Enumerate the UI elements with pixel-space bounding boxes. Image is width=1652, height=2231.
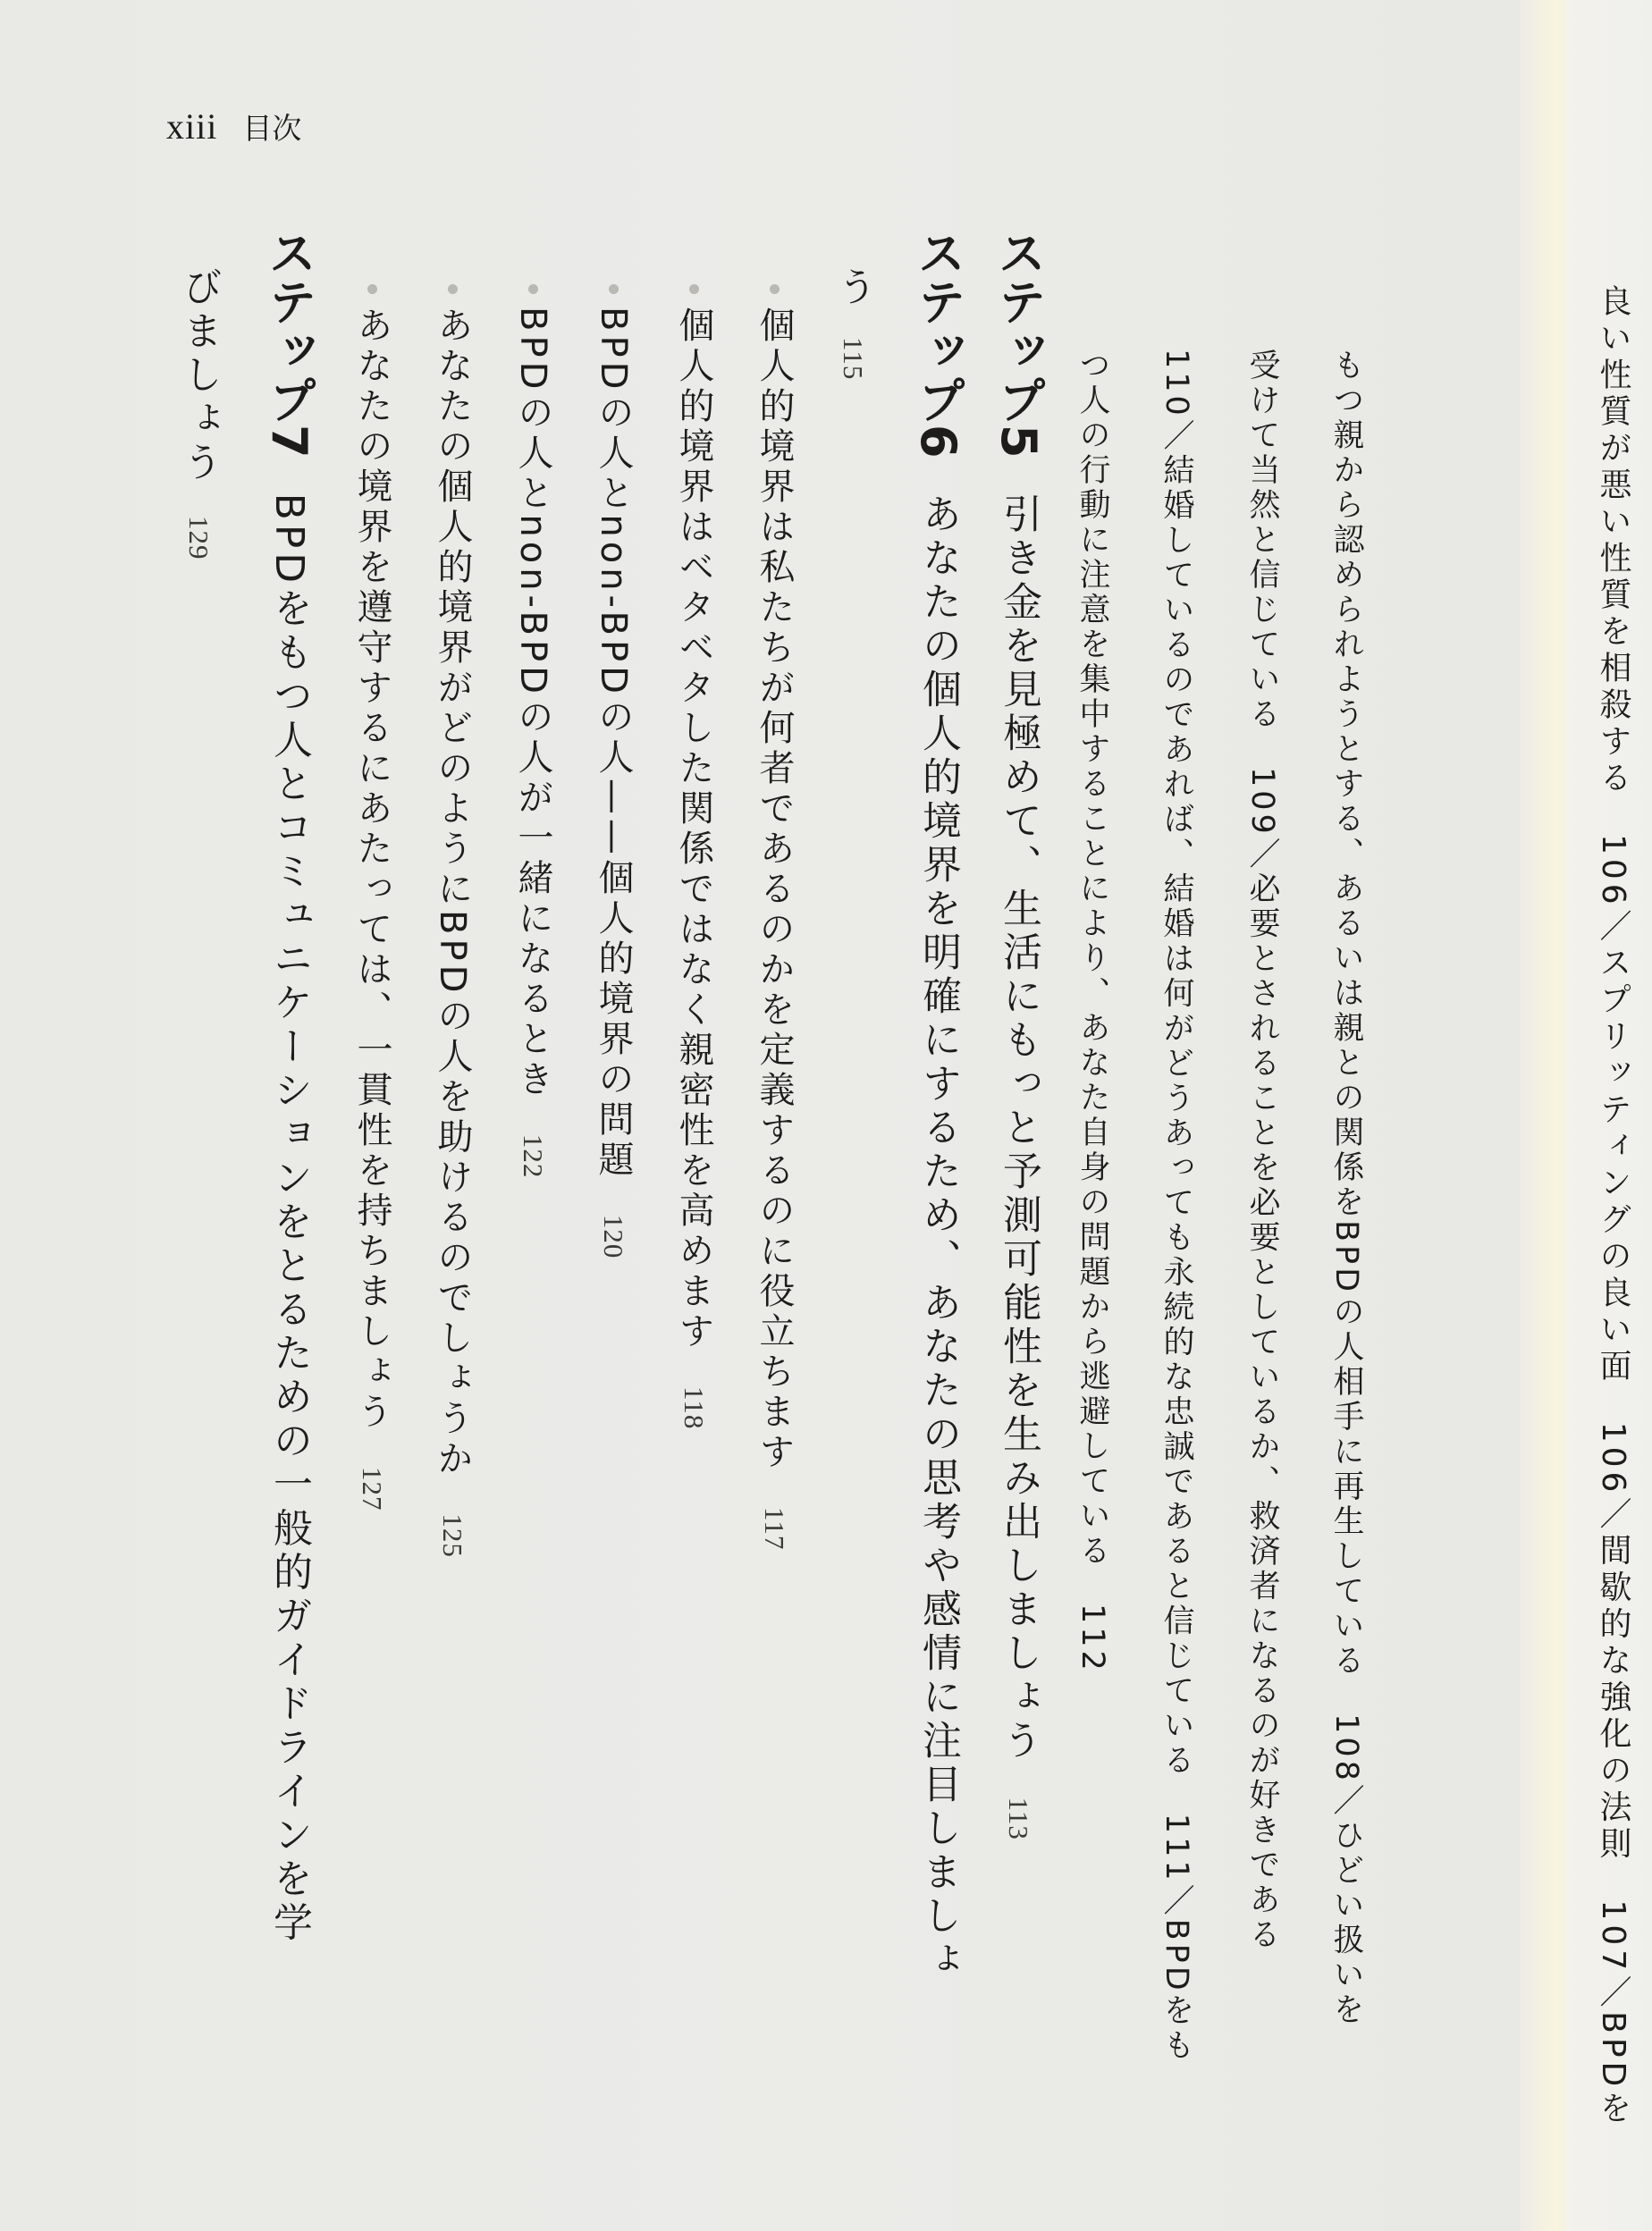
toc-entry-step7[interactable] [261,228,317,1946]
running-title: 目次 [242,111,302,146]
toc-bullet-5[interactable]: あなたの個人的境界がどのようにBPDの人を助けるのでしょうか125 [434,284,470,1558]
toc-bullet-4[interactable]: BPDの人とnon-BPDの人が一緒になるとき122 [515,284,551,1178]
bullet-dot [448,284,458,294]
toc-entry-step6-cont [830,266,876,381]
step5-label: ステップ5 [990,228,1047,459]
step5-page: 113 [1003,1797,1034,1840]
step6-title: あなたの個人的境界を明確にするため、あなたの思考や感情に注目しましょ [915,493,961,1983]
right-page-line: 良い性質が悪い性質を相殺する 106／スプリッティングの良い面 106／間歇的な強化の法則 107／BPDを [1595,284,1631,2128]
book-gutter [1520,0,1572,2231]
toc-entry-step6[interactable] [910,228,966,1983]
step7-label: ステップ7 [261,228,317,459]
bullet-dot [770,284,780,294]
step6-label: ステップ6 [910,228,966,459]
toc-line-4: つ人の行動に注意を集中することにより、あなた自身の問題から逃避している 112 [1075,349,1110,1674]
bullet-dot [528,284,538,294]
bullet-dot [609,284,619,294]
step5-title: 引き金を見極めて、生活にもっと予測可能性を生み出しましょう [996,493,1041,1764]
step6-title-cont: う [830,266,876,310]
step7-title-cont: びましょう [176,266,222,485]
step6-page: 115 [838,337,869,381]
toc-entry-step7-cont [176,266,222,560]
folio: xiii [166,106,218,147]
toc-line-3: 110／結婚しているのであれば、結婚は何がどうあっても永続的な忠誠であると信じている 111／BPDをも [1159,349,1194,2064]
step7-title: BPDをもつ人とコミュニケーションをとるための一般的ガイドラインを学 [266,493,312,1946]
bullet-dot [689,284,699,294]
toc-bullet-6[interactable]: あなたの境界を遵守するにあたっては、一貫性を持ちましょう127 [354,284,390,1511]
step7-page: 129 [183,516,215,560]
toc-bullet-3[interactable]: BPDの人とnon-BPDの人——個人的境界の問題120 [595,284,631,1259]
toc-line-2: 受けて当然と信じている 109／必要とされることを必要としているか、救済者になるのが好きである [1244,349,1280,1953]
toc-bullet-2[interactable]: 個人的境界はベタベタした関係ではなく親密性を高めます118 [676,284,712,1429]
page-header [166,105,301,147]
toc-line-1: もつ親から認められようとする、あるいは親との関係をBPDの人相手に再生している 108／ひどい扱いを [1328,349,1364,2028]
bullet-dot [367,284,377,294]
toc-bullet-1[interactable]: 個人的境界は私たちが何者であるのかを定義するのに役立ちます117 [756,284,792,1550]
toc-entry-step5[interactable] [990,228,1047,1840]
